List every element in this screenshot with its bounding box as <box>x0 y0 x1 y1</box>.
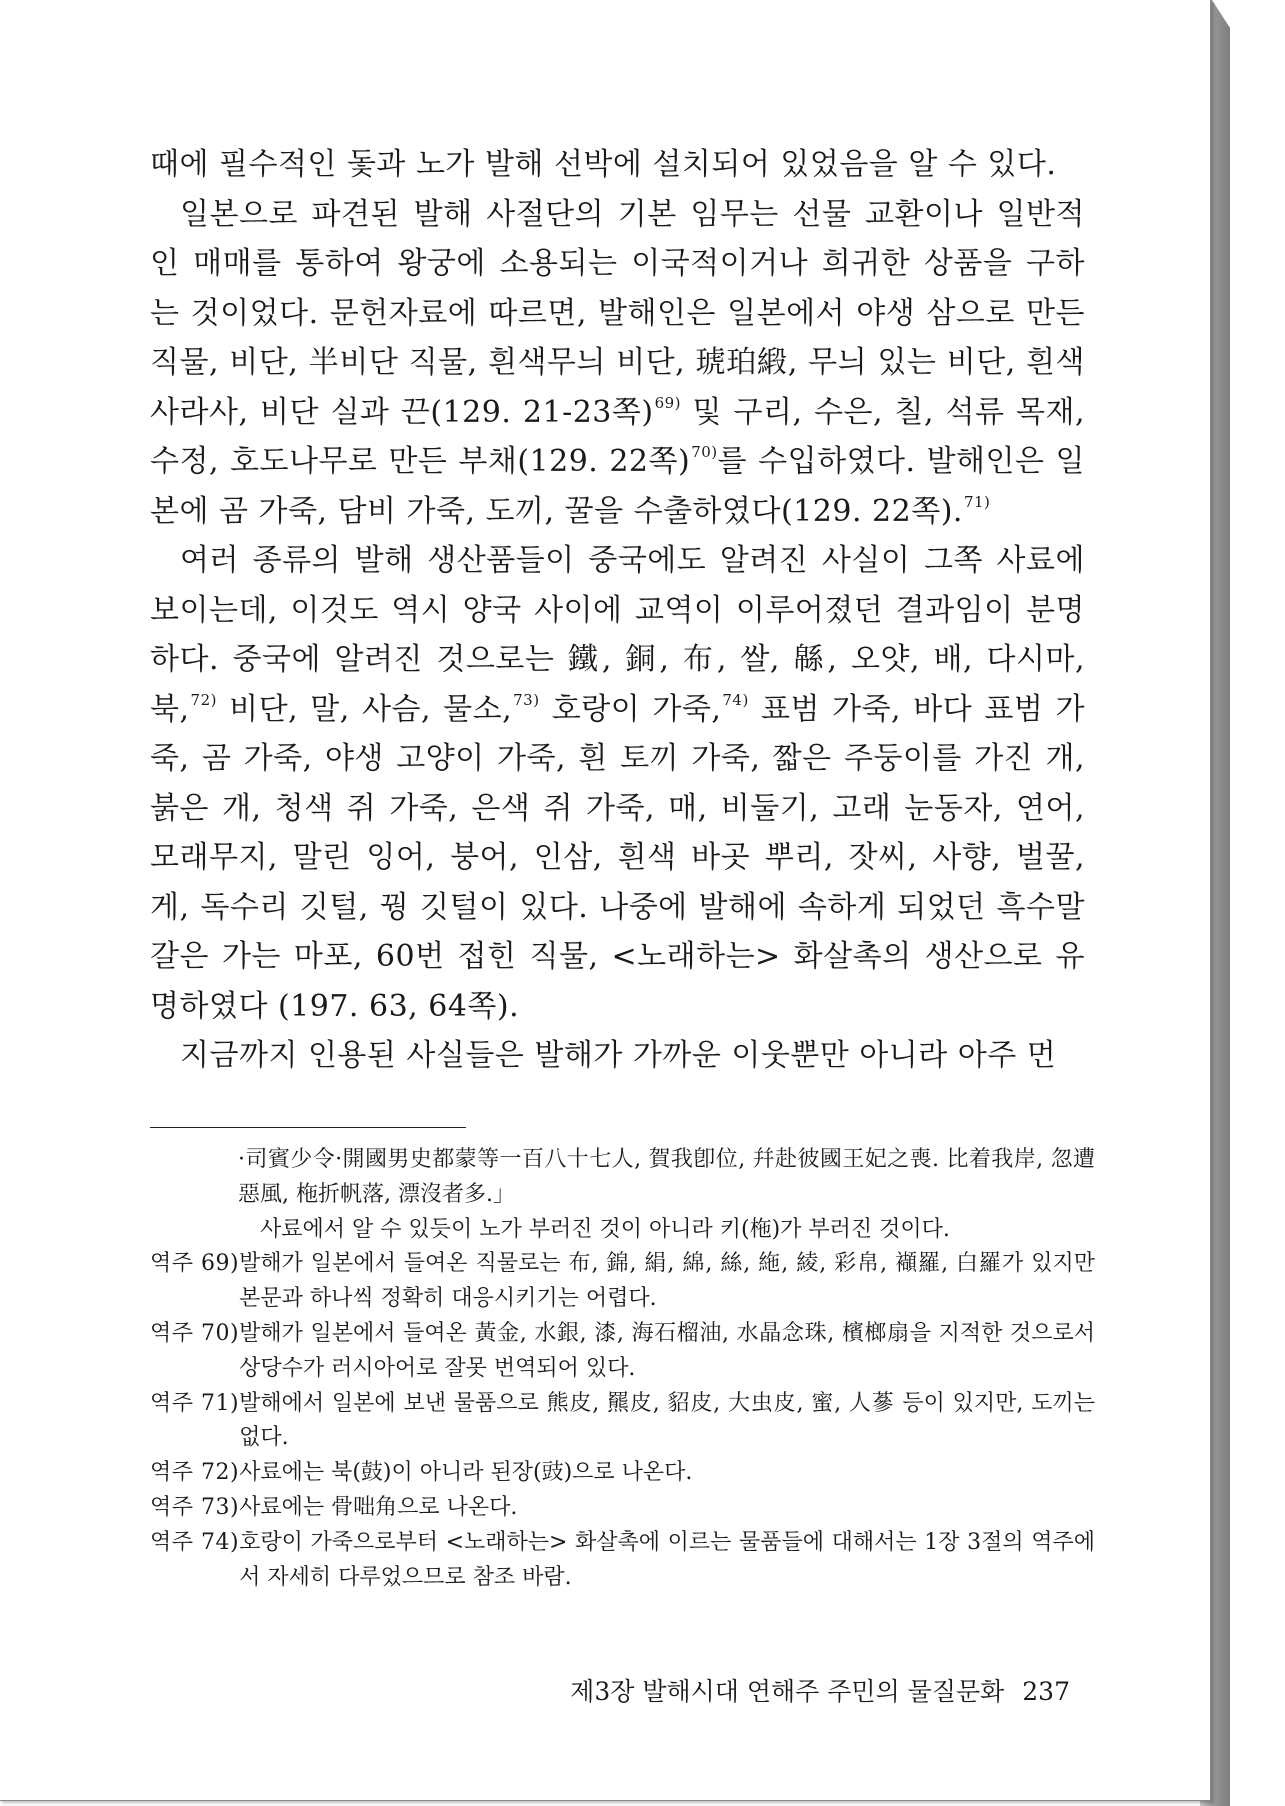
note-text: 사료에는 骨咄角으로 나온다. <box>239 1494 518 1520</box>
footnote-divider <box>150 1127 466 1128</box>
note-text: 발해가 일본에서 들여온 黃金, 水銀, 漆, 海石榴油, 水晶念珠, 檳榔扇을 지적한 것으로서 상당수가 러시아어로 잘못 번역되어 있다. <box>239 1320 1095 1381</box>
footnote-ref-72[interactable]: 72) <box>190 690 217 709</box>
translator-note-72 <box>150 1456 1095 1491</box>
paragraph-1: 때에 필수적인 돛과 노가 발해 선박에 설치되어 있었음을 알 수 있다. <box>150 147 1057 182</box>
translator-note-69 <box>150 1247 1095 1317</box>
footnote-ref-74[interactable]: 74) <box>722 690 749 709</box>
note-text: 발해에서 일본에 보낸 물품으로 熊皮, 羆皮, 貂皮, 大虫皮, 蜜, 人蔘 등이 있지만, 도끼는 없다. <box>239 1390 1095 1451</box>
paragraph-3: 여러 종류의 발해 생산품들이 중국에도 알려진 사실이 그쪽 사료에 보이는데, 이것도 역시 양국 사이에 교역이 이루어졌던 결과임이 분명하다. 중국에 알려진 것으로는 鐵, 銅, 布, 쌀, 緜, 오얏, 배, 다시마, 북,$^{72)}$ 비단, 말, 사슴, 물소,$^{73)}$ 호랑이 가죽,$^{74)}$ 표범 가죽, 바다 표범 가죽, 곰 가죽, 야생 고양이 가죽, 흰 토끼 가죽, 짧은 주둥이를 가진 개, 붉은 개, 청색 쥐 가죽, 은색 쥐 가죽, 매, 비둘기, 고래 눈동자, 연어, 모래무지, 말린 잉어, 붕어, 인삼, 흰색 바곳 뿌리, 잣씨, 사향, 벌꿀, 게, 독수리 깃털, 꿩 깃털이 있다. 나중에 발해에 속하게 되었던 흑수말갈은 가는 마포, 60번 접힌 직물, <노래하는> 화살촉의 생산으로 유명하였다 (197. 63, 64쪽). <box>150 543 1085 1024</box>
page-footer <box>570 1672 1070 1708</box>
note-label: 역주 70) <box>150 1320 240 1346</box>
chapter-title: 제3장 발해시대 연해주 주민의 물질문화 <box>570 1677 1005 1706</box>
page-number: 237 <box>1022 1677 1070 1706</box>
body-text <box>150 140 1085 1081</box>
note-label: 역주 69) <box>150 1251 240 1277</box>
footnote-ref-69[interactable]: 69) <box>654 393 682 412</box>
translator-note-74 <box>150 1526 1095 1596</box>
note-continuation-korean: 사료에서 알 수 있듯이 노가 부러진 것이 아니라 키(柂)가 부러진 것이다. <box>260 1216 950 1242</box>
paragraph-4: 지금까지 인용된 사실들은 발해가 가까운 이웃뿐만 아니라 아주 먼 <box>180 1038 1057 1073</box>
translator-note-71 <box>150 1387 1095 1457</box>
note-text: 호랑이 가죽으로부터 <노래하는> 화살촉에 이르는 물품들에 대해서는 1장 3절의 역주에서 자세히 다루었으므로 참조 바람. <box>239 1529 1095 1590</box>
footnotes <box>150 1143 1095 1595</box>
note-text: 발해가 일본에서 들여온 직물로는 布, 錦, 絹, 綿, 絲, 絁, 綾, 彩帛, 襭羅, 白羅가 있지만 본문과 하나씩 정확히 대응시키기는 어렵다. <box>239 1251 1095 1312</box>
footnote-ref-71[interactable]: 71) <box>963 492 991 511</box>
paragraph-2: 일본으로 파견된 발해 사절단의 기본 임무는 선물 교환이나 일반적인 매매를 통하여 왕궁에 소용되는 이국적이거나 희귀한 상품을 구하는 것이었다. 문헌자료에 따르면, 발해인은 일본에서 야생 삼으로 만든 직물, 비단, 半비단 직물, 흰색무늬 비단, 琥珀緞, 무늬 있는 비단, 흰색 사라사, 비단 실과 끈(129. 21-23쪽)$^{69)}$ 및 구리, 수은, 칠, 석류 목재, 수정, 호도나무로 만든 부채(129. 22쪽)$^{70)}$를 수입하였다. 발해인은 일본에 곰 가죽, 담비 가죽, 도끼, 꿀을 수출하였다(129. 22쪽).$^{71)}$ <box>150 196 1085 529</box>
note-continuation-chinese: ·司賓少令·開國男史都蒙等一百八十七人, 賀我卽位, 幷赴彼國王妃之喪. 比着我岸, 忽遭惡風, 柂折帆落, 漂沒者多.」 <box>238 1147 1095 1207</box>
note-label: 역주 74) <box>150 1529 240 1555</box>
note-label: 역주 72) <box>150 1460 240 1486</box>
footnote-ref-70[interactable]: 70) <box>691 443 718 461</box>
note-text: 사료에는 북(鼓)이 아니라 된장(豉)으로 나온다. <box>239 1460 693 1486</box>
translator-note-70 <box>150 1317 1095 1387</box>
note-label: 역주 73) <box>150 1494 240 1520</box>
translator-note-73 <box>150 1491 1095 1526</box>
note-label: 역주 71) <box>150 1390 240 1416</box>
footnote-ref-73[interactable]: 73) <box>513 690 540 709</box>
